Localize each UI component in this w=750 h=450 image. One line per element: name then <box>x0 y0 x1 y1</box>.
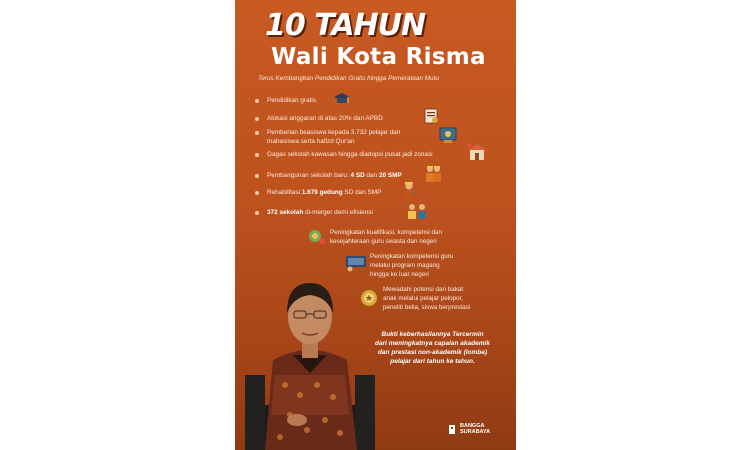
list-item: Peningkatan kompetensi guru melalui program magang hingga ke luar negeri <box>370 253 454 278</box>
school-building-icon <box>467 143 487 161</box>
brand-logo-icon <box>448 424 456 435</box>
footer-note: Bukti keberhasilannya Tercermin dari meningkatnya capaian akademik dan prestasi non-akademik (lomba) pelajar dari tahun ke tahun. <box>375 331 490 365</box>
teacher-welfare-icon <box>308 229 326 245</box>
list-item: Mewadahi potensi dan bakat anak melalui pelajar pelopor, peneliti belia, siswa berprestasi <box>383 286 471 311</box>
bullet-icon <box>255 191 259 195</box>
portrait-photo <box>245 255 375 450</box>
bullet-icon <box>255 174 259 178</box>
bullet-icon <box>255 99 259 103</box>
headline: 10 TAHUN <box>265 8 426 43</box>
bullet-icon <box>255 211 259 215</box>
graduation-cap-icon <box>334 92 350 105</box>
scholarship-icon <box>438 126 458 144</box>
infographic-poster: 10 TAHUN Wali Kota Risma Terus Kembangkan Pendidikan Gratis hingga Pemerataan Mutu Pendidikan gratis Alokasi anggaran di atas 20% dari APBD Pemberian beasiswa kepada 3.732 pelajar dan mahasiswa serta hafizd Qur'an Gagas sekolah kawasan hingga diadopsi pusat jadi zonasi Pembangunan sekolah baru: 4 SD dan 20 SMP Rehabilitasi 1.679 gedung SD dan SMP 372 sekolah di-merger demi efisiensi Peningkatan kualifikasi, kompetensi dan kesejahteraan guru swasta dan negeri Peningkatan kompetensi guru melalui program magang hingga ke luar negeri Mewadahi potensi dan bakat anak melalui pelajar pelopor, peneliti belia, siswa berprestasi Bukti keberhasilannya Tercermin dari meningkatnya capaian akademik dan prestasi non-akademik (lomba) pelajar dari tahun ke tahun. BANGGA SURABAYA <box>235 0 516 450</box>
students-group-icon <box>406 202 428 220</box>
list-item: Peningkatan kualifikasi, kompetensi dan kesejahteraan guru swasta dan negeri <box>330 229 443 245</box>
budget-document-icon <box>422 108 440 124</box>
bullet-icon <box>255 153 259 157</box>
bullet-icon <box>255 117 259 121</box>
headline-subtitle: Wali Kota Risma <box>271 44 486 70</box>
repair-worker-icon <box>400 181 418 201</box>
construction-workers-icon <box>423 163 443 183</box>
tagline: Terus Kembangkan Pendidikan Gratis hingga Pemerataan Mutu <box>258 75 439 82</box>
bullet-icon <box>255 131 259 135</box>
brand-logo: BANGGA SURABAYA <box>460 423 491 435</box>
